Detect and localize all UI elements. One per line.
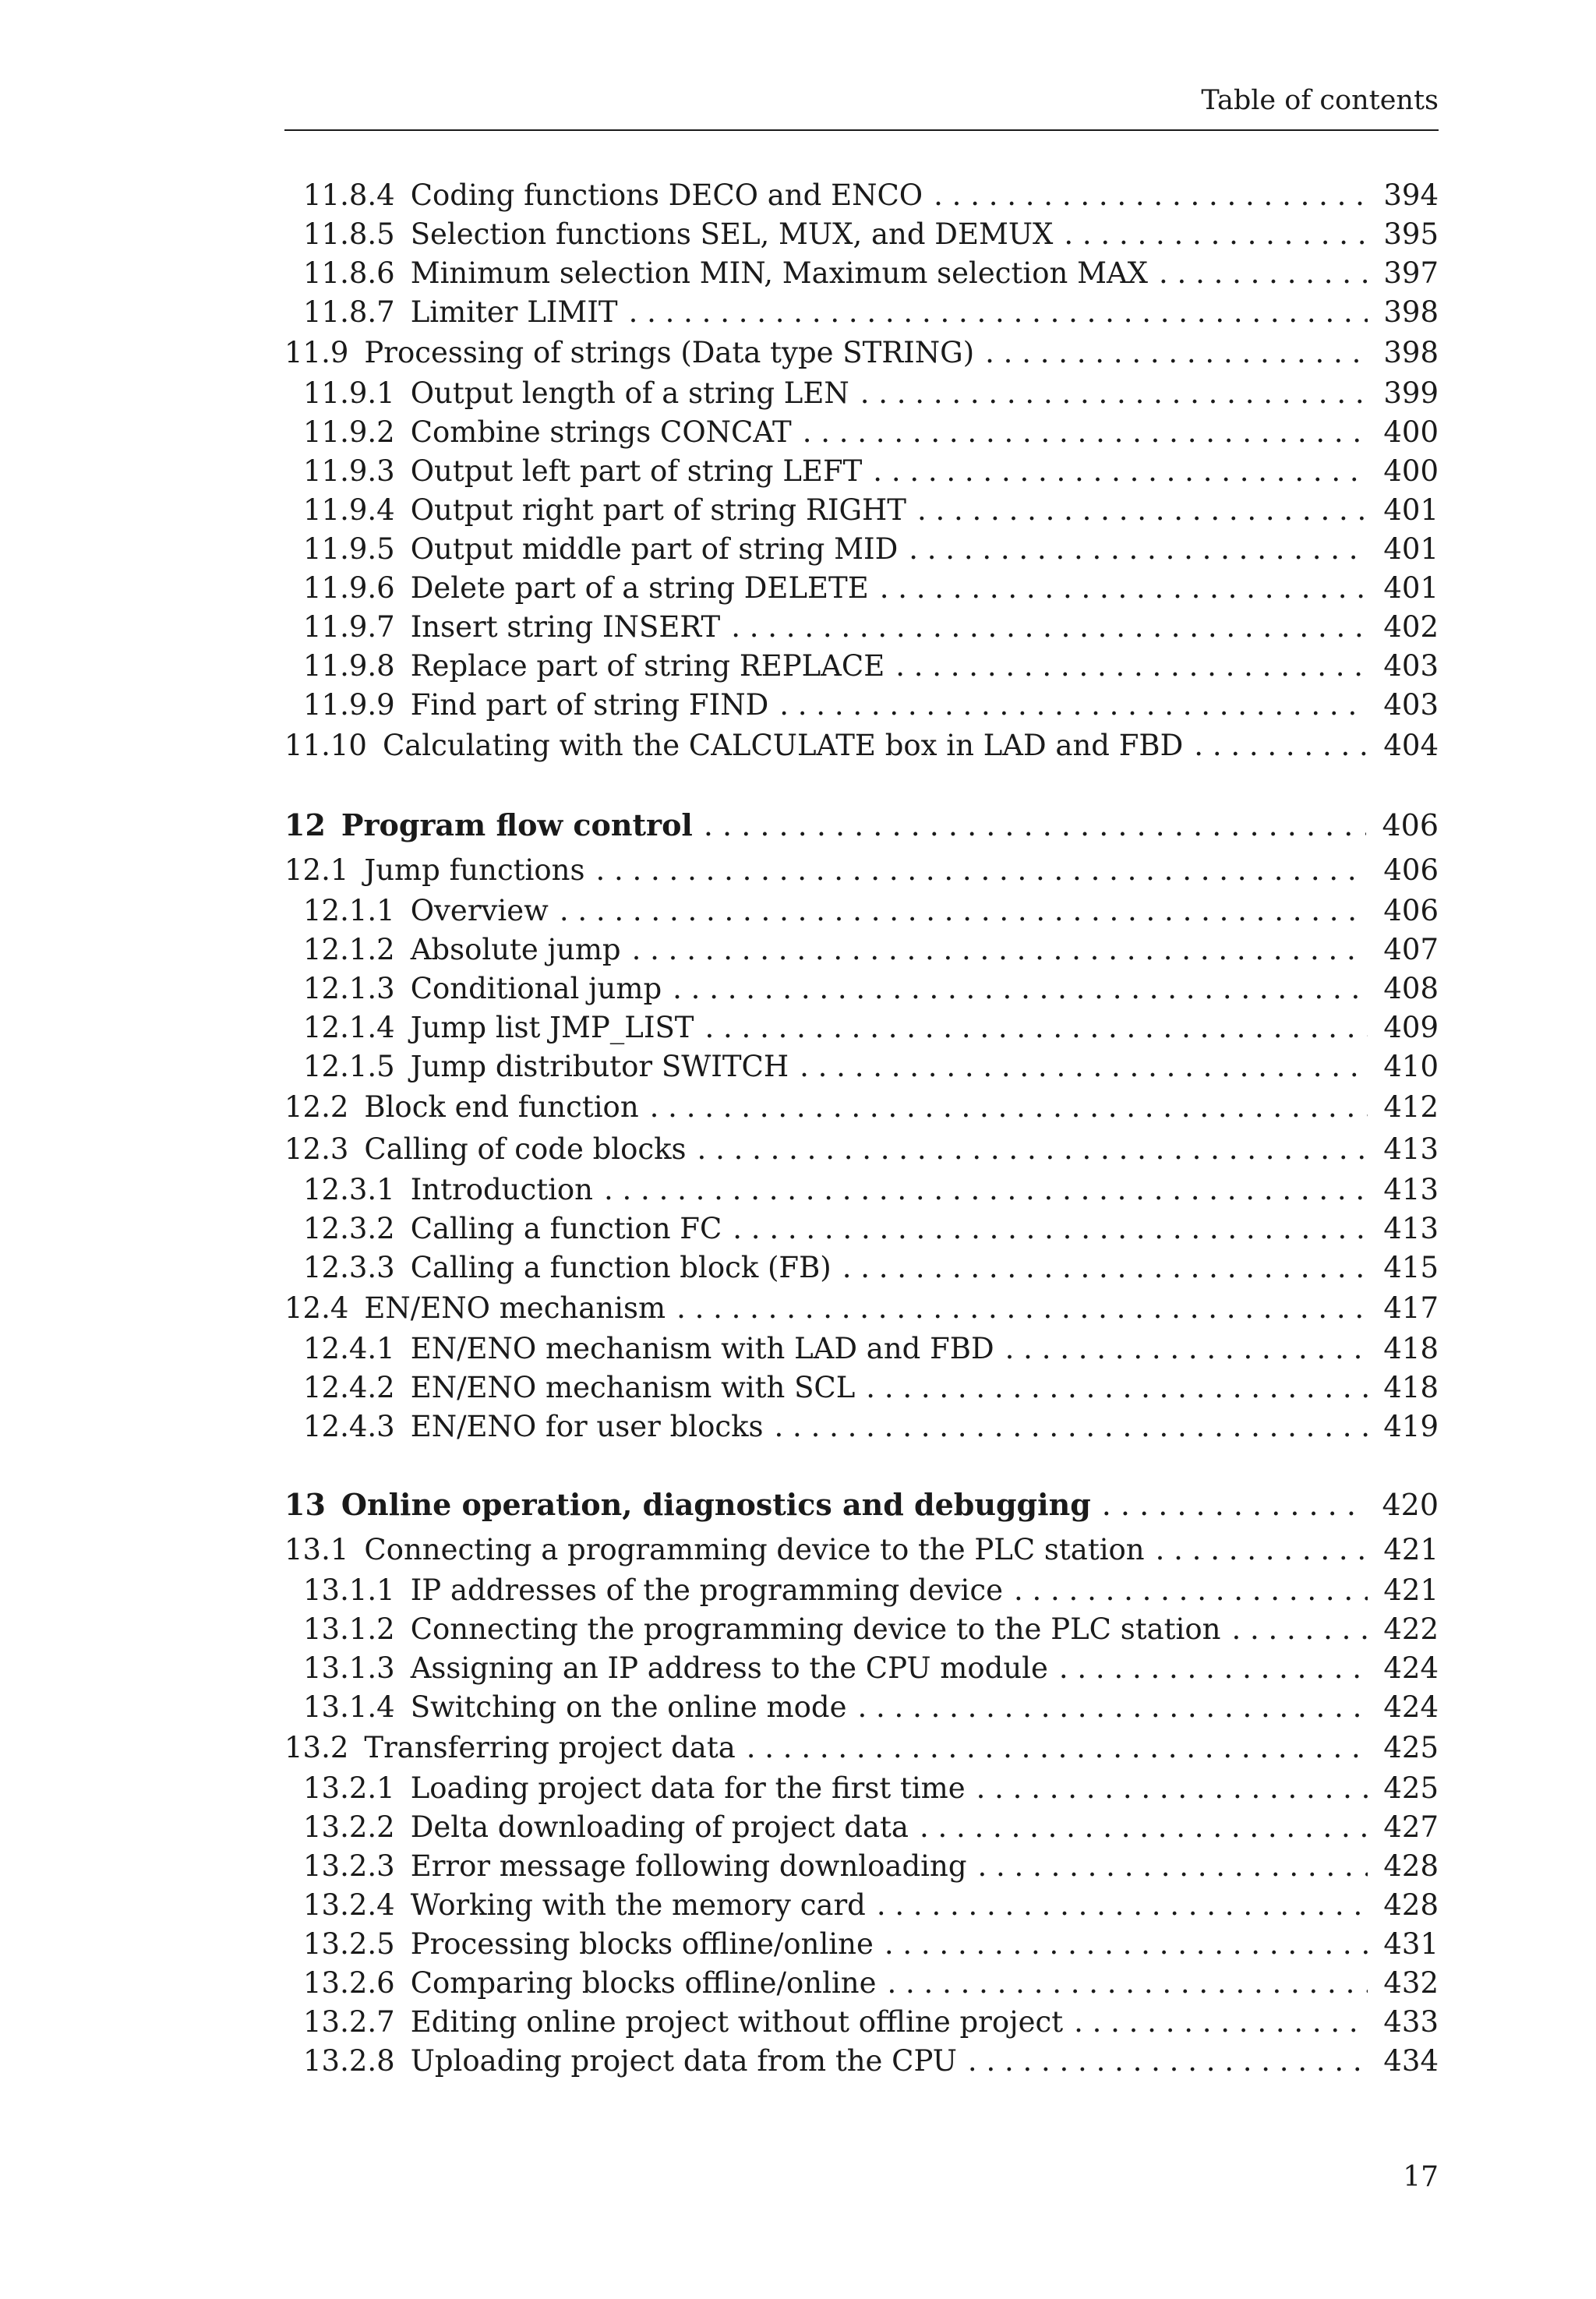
toc-subsection-entry[interactable] [284, 1210, 1439, 1248]
toc-entry-number: 11.8.7 [303, 295, 395, 329]
table-of-contents [284, 176, 1439, 2081]
toc-subsection-entry[interactable] [284, 892, 1439, 931]
toc-entry-page: 415 [1383, 1251, 1439, 1284]
toc-subsection-entry[interactable] [284, 931, 1439, 969]
toc-entry-number: 13.1.2 [303, 1612, 395, 1646]
dot-leader [1014, 1571, 1368, 1610]
dot-leader [704, 801, 1367, 849]
dot-leader [775, 1407, 1368, 1446]
toc-entry-page: 404 [1383, 729, 1439, 762]
toc-subsection-entry[interactable] [284, 1688, 1439, 1727]
toc-entry-number: 11.8.4 [303, 178, 395, 212]
toc-section-entry[interactable] [284, 1529, 1439, 1571]
toc-entry-title: Output middle part of string MID [410, 532, 899, 566]
toc-entry-page: 425 [1383, 1731, 1439, 1764]
dot-leader [842, 1248, 1368, 1287]
dot-leader [866, 1368, 1368, 1407]
toc-entry-page: 400 [1383, 415, 1439, 449]
toc-entry-title: Connecting the programming device to the PLC station [410, 1612, 1221, 1646]
toc-entry-title: EN/ENO mechanism with LAD and FBD [410, 1332, 994, 1365]
toc-subsection-entry[interactable] [284, 491, 1439, 530]
toc-entry-number: 11.9 [284, 336, 349, 369]
toc-entry-page: 401 [1383, 571, 1439, 605]
dot-leader [779, 686, 1368, 725]
toc-subsection-entry[interactable] [284, 686, 1439, 725]
toc-entry-page: 433 [1383, 2005, 1439, 2039]
toc-entry-number: 11.10 [284, 729, 367, 762]
toc-subsection-entry[interactable] [284, 1248, 1439, 1287]
toc-subsection-entry[interactable] [284, 1571, 1439, 1610]
toc-entry-number: 13.2.2 [303, 1810, 395, 1844]
toc-entry-title: Absolute jump [410, 933, 621, 966]
toc-subsection-entry[interactable] [284, 1808, 1439, 1847]
toc-entry-title: Switching on the online mode [410, 1690, 847, 1724]
toc-entry-number: 13.1 [284, 1533, 349, 1566]
toc-entry-number: 12.3.3 [303, 1251, 395, 1284]
toc-entry-page: 406 [1382, 808, 1439, 842]
dot-leader [697, 1128, 1368, 1171]
toc-entry-page: 399 [1383, 376, 1439, 410]
toc-entry-title: Processing blocks offline/online [410, 1927, 874, 1961]
toc-entry-number: 11.9.5 [303, 532, 395, 566]
toc-entry-page: 398 [1383, 295, 1439, 329]
toc-entry-page: 424 [1383, 1651, 1439, 1685]
toc-entry-page: 424 [1383, 1690, 1439, 1724]
toc-entry-title: EN/ENO mechanism with SCL [410, 1371, 856, 1404]
toc-entry-number: 12.4.3 [303, 1410, 395, 1443]
toc-entry-title: IP addresses of the programming device [410, 1573, 1003, 1607]
toc-entry-number: 11.9.6 [303, 571, 395, 605]
toc-entry-title: EN/ENO mechanism [364, 1291, 666, 1325]
toc-subsection-entry[interactable] [284, 176, 1439, 215]
toc-entry-number: 12.1.2 [303, 933, 395, 966]
toc-entry-page: 428 [1383, 1849, 1439, 1883]
toc-entry-title: Insert string INSERT [410, 610, 721, 644]
toc-entry-number: 12.1 [284, 853, 349, 887]
dot-leader [733, 1210, 1368, 1248]
toc-entry-page: 408 [1383, 972, 1439, 1005]
toc-entry-title: Introduction [410, 1173, 594, 1206]
toc-entry-page: 418 [1383, 1332, 1439, 1365]
toc-subsection-entry[interactable] [284, 1847, 1439, 1886]
toc-entry-number: 13.2.7 [303, 2005, 395, 2039]
toc-entry-number: 11.9.8 [303, 649, 395, 683]
toc-subsection-entry[interactable] [284, 1610, 1439, 1649]
toc-entry-title: Output right part of string RIGHT [410, 493, 906, 527]
toc-entry-number: 12.1.5 [303, 1050, 395, 1083]
toc-entry-page: 409 [1383, 1011, 1439, 1044]
dot-leader [673, 969, 1368, 1008]
toc-entry-number: 13.2.1 [303, 1771, 395, 1805]
toc-entry-title: Combine strings CONCAT [410, 415, 792, 449]
dot-leader [909, 530, 1368, 569]
toc-entry-title: Jump distributor SWITCH [410, 1050, 789, 1083]
toc-entry-page: 394 [1383, 178, 1439, 212]
running-head: Table of contents [1201, 85, 1439, 116]
dot-leader [1074, 2003, 1368, 2042]
dot-leader [629, 293, 1368, 332]
toc-subsection-entry[interactable] [284, 608, 1439, 647]
toc-section-entry[interactable] [284, 849, 1439, 892]
toc-subsection-entry[interactable] [284, 969, 1439, 1008]
toc-entry-number: 12.1.4 [303, 1011, 395, 1044]
toc-subsection-entry[interactable] [284, 1047, 1439, 1086]
dot-leader [917, 491, 1368, 530]
toc-entry-number: 11.8.5 [303, 217, 395, 251]
toc-entry-title: Jump functions [364, 853, 585, 887]
toc-entry-number: 12.4 [284, 1291, 349, 1325]
toc-entry-page: 401 [1383, 493, 1439, 527]
toc-entry-number: 12.3.2 [303, 1212, 395, 1245]
toc-entry-number: 13 [284, 1487, 326, 1522]
dot-leader [885, 1925, 1368, 1964]
toc-subsection-entry[interactable] [284, 647, 1439, 686]
dot-leader [1159, 254, 1368, 293]
toc-entry-page: 410 [1383, 1050, 1439, 1083]
toc-entry-number: 12.3.1 [303, 1173, 395, 1206]
toc-entry-title: Jump list JMP_LIST [410, 1011, 694, 1044]
dot-leader [604, 1171, 1368, 1210]
toc-entry-title: Minimum selection MIN, Maximum selection MAX [410, 256, 1149, 290]
toc-entry-page: 400 [1383, 454, 1439, 488]
dot-leader [888, 1964, 1368, 2003]
toc-entry-page: 413 [1383, 1132, 1439, 1166]
toc-entry-number: 12.1.1 [303, 894, 395, 927]
toc-subsection-entry[interactable] [284, 254, 1439, 293]
toc-entry-page: 434 [1383, 2044, 1439, 2078]
toc-section-entry[interactable] [284, 1128, 1439, 1171]
dot-leader [968, 2042, 1368, 2081]
toc-entry-page: 413 [1383, 1212, 1439, 1245]
toc-entry-number: 13.2.4 [303, 1888, 395, 1922]
toc-entry-title: Working with the memory card [410, 1888, 866, 1922]
toc-entry-number: 13.1.3 [303, 1651, 395, 1685]
toc-entry-page: 427 [1383, 1810, 1439, 1844]
toc-entry-title: Error message following downloading [410, 1849, 967, 1883]
toc-entry-number: 13.2 [284, 1731, 349, 1764]
dot-leader [1005, 1330, 1368, 1368]
toc-entry-page: 406 [1383, 894, 1439, 927]
toc-entry-number: 12 [284, 807, 326, 842]
toc-entry-page: 419 [1383, 1410, 1439, 1443]
toc-entry-title: Uploading project data from the CPU [410, 2044, 957, 2078]
toc-section-entry[interactable] [284, 332, 1439, 374]
toc-chapter-entry[interactable] [284, 1481, 1439, 1529]
toc-entry-title: Editing online project without offline project [410, 2005, 1064, 2039]
toc-entry-title: Loading project data for the first time [410, 1771, 966, 1805]
toc-entry-page: 397 [1383, 256, 1439, 290]
toc-entry-title: Selection functions SEL, MUX, and DEMUX [410, 217, 1054, 251]
toc-subsection-entry[interactable] [284, 1330, 1439, 1368]
toc-entry-page: 421 [1383, 1573, 1439, 1607]
toc-subsection-entry[interactable] [284, 1407, 1439, 1446]
toc-entry-number: 12.3 [284, 1132, 349, 1166]
toc-subsection-entry[interactable] [284, 1769, 1439, 1808]
toc-subsection-entry[interactable] [284, 293, 1439, 332]
toc-entry-title: Program flow control [341, 807, 693, 842]
toc-subsection-entry[interactable] [284, 1008, 1439, 1047]
toc-entry-number: 13.1.4 [303, 1690, 395, 1724]
toc-subsection-entry[interactable] [284, 530, 1439, 569]
toc-entry-page: 428 [1383, 1888, 1439, 1922]
dot-leader [976, 1769, 1368, 1808]
toc-entry-page: 398 [1383, 336, 1439, 369]
toc-subsection-entry[interactable] [284, 215, 1439, 254]
toc-entry-title: Delete part of a string DELETE [410, 571, 869, 605]
toc-entry-number: 13.2.6 [303, 1966, 395, 2000]
toc-entry-page: 417 [1383, 1291, 1439, 1325]
toc-subsection-entry[interactable] [284, 569, 1439, 608]
toc-section-entry[interactable] [284, 1287, 1439, 1330]
toc-entry-page: 406 [1383, 853, 1439, 887]
toc-entry-title: Calling a function FC [410, 1212, 722, 1245]
toc-entry-number: 11.9.3 [303, 454, 395, 488]
toc-entry-page: 395 [1383, 217, 1439, 251]
dot-leader [920, 1808, 1368, 1847]
dot-leader [1156, 1529, 1368, 1571]
toc-entry-title: Connecting a programming device to the PLC station [364, 1533, 1145, 1566]
toc-entry-page: 401 [1383, 532, 1439, 566]
toc-entry-page: 412 [1383, 1090, 1439, 1124]
dot-leader [560, 892, 1368, 931]
toc-entry-number: 11.9.2 [303, 415, 395, 449]
dot-leader [934, 176, 1368, 215]
toc-entry-title: EN/ENO for user blocks [410, 1410, 764, 1443]
toc-entry-number: 12.4.2 [303, 1371, 395, 1404]
toc-entry-page: 403 [1383, 688, 1439, 722]
toc-entry-number: 12.2 [284, 1090, 349, 1124]
toc-subsection-entry[interactable] [284, 1886, 1439, 1925]
toc-entry-title: Output left part of string LEFT [410, 454, 863, 488]
toc-subsection-entry[interactable] [284, 452, 1439, 491]
toc-entry-title: Online operation, diagnostics and debugging [341, 1487, 1091, 1522]
toc-entry-number: 11.9.7 [303, 610, 395, 644]
toc-entry-number: 11.9.4 [303, 493, 395, 527]
toc-subsection-entry[interactable] [284, 1368, 1439, 1407]
dot-leader [860, 374, 1368, 413]
toc-section-entry[interactable] [284, 1727, 1439, 1769]
toc-entry-page: 403 [1383, 649, 1439, 683]
toc-entry-number: 11.9.1 [303, 376, 395, 410]
toc-entry-title: Assigning an IP address to the CPU module [410, 1651, 1048, 1685]
toc-entry-title: Replace part of string REPLACE [410, 649, 885, 683]
header-rule [284, 129, 1439, 131]
toc-section-entry[interactable] [284, 1086, 1439, 1128]
dot-leader [803, 413, 1368, 452]
toc-entry-title: Calling a function block (FB) [410, 1251, 832, 1284]
dot-leader [650, 1086, 1368, 1128]
dot-leader [978, 1847, 1368, 1886]
toc-entry-title: Processing of strings (Data type STRING) [364, 336, 975, 369]
toc-entry-title: Delta downloading of project data [410, 1810, 909, 1844]
toc-entry-title: Find part of string FIND [410, 688, 769, 722]
toc-entry-title: Comparing blocks offline/online [410, 1966, 877, 2000]
toc-entry-number: 11.9.9 [303, 688, 395, 722]
toc-entry-title: Coding functions DECO and ENCO [410, 178, 923, 212]
toc-entry-title: Block end function [364, 1090, 639, 1124]
toc-entry-title: Output length of a string LEN [410, 376, 849, 410]
toc-entry-number: 12.4.1 [303, 1332, 395, 1365]
toc-entry-number: 13.2.8 [303, 2044, 395, 2078]
toc-entry-number: 12.1.3 [303, 972, 395, 1005]
dot-leader [985, 332, 1368, 374]
dot-leader [1231, 1610, 1368, 1649]
dot-leader [858, 1688, 1368, 1727]
toc-entry-page: 421 [1383, 1533, 1439, 1566]
dot-leader [873, 452, 1368, 491]
toc-entry-page: 413 [1383, 1173, 1439, 1206]
toc-section-entry[interactable] [284, 725, 1439, 767]
toc-entry-number: 13.2.5 [303, 1927, 395, 1961]
toc-subsection-entry[interactable] [284, 2042, 1439, 2081]
toc-entry-number: 13.1.1 [303, 1573, 395, 1607]
dot-leader [800, 1047, 1368, 1086]
toc-entry-page: 422 [1383, 1612, 1439, 1646]
toc-entry-page: 425 [1383, 1771, 1439, 1805]
toc-subsection-entry[interactable] [284, 374, 1439, 413]
dot-leader [1064, 215, 1368, 254]
dot-leader [877, 1886, 1368, 1925]
toc-entry-title: Calling of code blocks [364, 1132, 687, 1166]
toc-entry-title: Limiter LIMIT [410, 295, 618, 329]
dot-leader [1059, 1649, 1368, 1688]
dot-leader [747, 1727, 1368, 1769]
dot-leader [880, 569, 1368, 608]
dot-leader [632, 931, 1368, 969]
dot-leader [731, 608, 1368, 647]
toc-entry-title: Overview [410, 894, 549, 927]
toc-entry-page: 431 [1383, 1927, 1439, 1961]
page-number: 17 [1403, 2161, 1439, 2193]
toc-subsection-entry[interactable] [284, 2003, 1439, 2042]
dot-leader [895, 647, 1368, 686]
toc-entry-title: Conditional jump [410, 972, 662, 1005]
toc-subsection-entry[interactable] [284, 413, 1439, 452]
toc-entry-page: 418 [1383, 1371, 1439, 1404]
dot-leader [1194, 725, 1368, 767]
dot-leader [676, 1287, 1368, 1330]
toc-subsection-entry[interactable] [284, 1649, 1439, 1688]
toc-entry-number: 11.8.6 [303, 256, 395, 290]
toc-chapter-entry[interactable] [284, 801, 1439, 849]
toc-entry-title: Calculating with the CALCULATE box in LAD and FBD [382, 729, 1184, 762]
toc-subsection-entry[interactable] [284, 1964, 1439, 2003]
dot-leader [595, 849, 1368, 892]
toc-subsection-entry[interactable] [284, 1925, 1439, 1964]
dot-leader [705, 1008, 1368, 1047]
toc-entry-page: 420 [1382, 1488, 1439, 1522]
toc-entry-page: 407 [1383, 933, 1439, 966]
toc-entry-page: 402 [1383, 610, 1439, 644]
dot-leader [1102, 1481, 1367, 1529]
toc-entry-page: 432 [1383, 1966, 1439, 2000]
toc-entry-number: 13.2.3 [303, 1849, 395, 1883]
toc-subsection-entry[interactable] [284, 1171, 1439, 1210]
toc-entry-title: Transferring project data [364, 1731, 736, 1764]
